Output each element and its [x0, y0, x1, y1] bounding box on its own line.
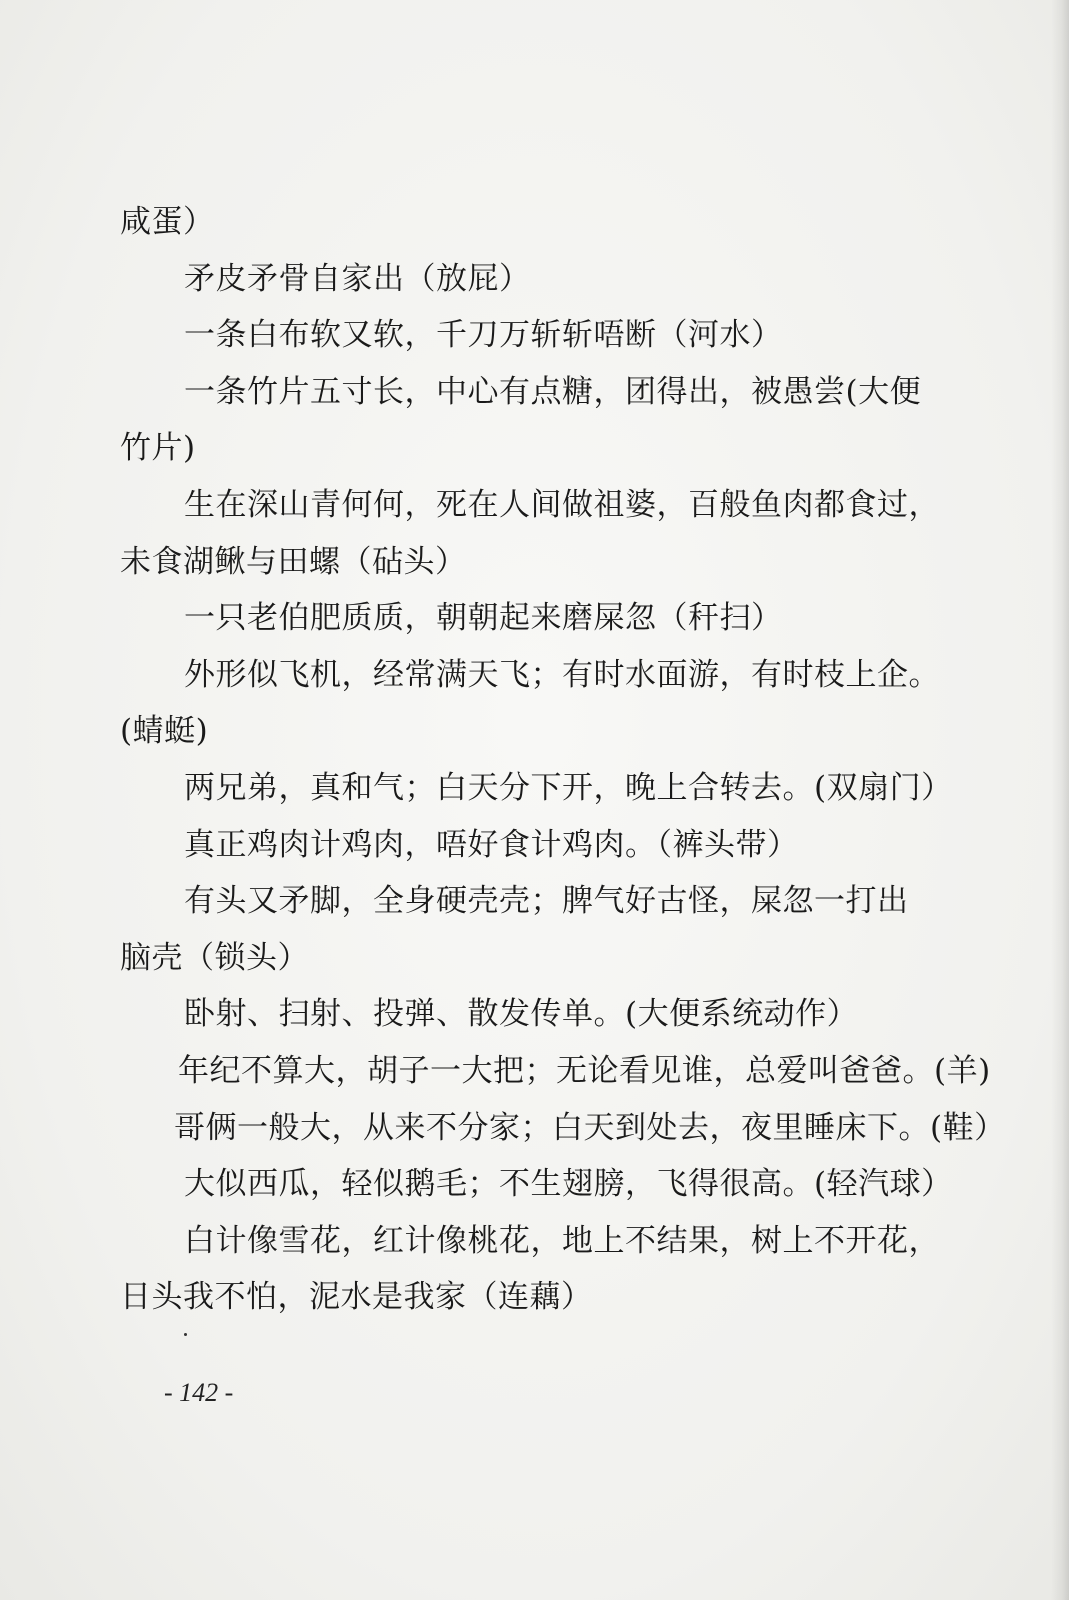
page-number: - 142 - [164, 1378, 234, 1407]
text-line: 矛皮矛骨自家出（放屁） [184, 260, 531, 297]
text-line: 竹片) [120, 430, 196, 467]
text-line: 一条竹片五寸长，中心有点糖，团得出，被愚尝(大便 [184, 373, 922, 410]
text-line: 生在深山青何何，死在人间做祖婆，百般鱼肉都食过， [184, 486, 940, 523]
text-line: 一条白布软又软，千刀万斩斩唔断（河水） [184, 317, 783, 354]
text-line: 两兄弟，真和气；白天分下开，晚上合转去。(双扇门） [184, 769, 953, 806]
text-line: 白计像雪花，红计像桃花，地上不结果，树上不开花， [184, 1222, 940, 1259]
page-edge-shadow [1051, 0, 1069, 1600]
text-line: 大似西瓜，轻似鹅毛；不生翅膀，飞得很高。(轻汽球） [184, 1166, 953, 1203]
text-line: 卧射、扫射、投弹、散发传单。(大便系统动作） [184, 996, 859, 1033]
ink-speck [184, 1333, 187, 1336]
riddle-text-block [120, 194, 1006, 1326]
text-line: (蜻蜓) [120, 713, 209, 750]
text-line: 脑壳（锁头） [120, 939, 309, 976]
text-line: 未食湖鳅与田螺（砧头） [120, 543, 467, 580]
text-line: 哥俩一般大，从来不分家；白天到处去，夜里睡床下。(鞋） [174, 1109, 1006, 1146]
text-line: 一只老伯肥质质，朝朝起来磨屎忽（秆扫） [184, 600, 783, 637]
text-line: 日头我不怕，泥水是我家（连藕） [120, 1279, 593, 1316]
text-line: 有头又矛脚，全身硬壳壳；脾气好古怪，屎忽一打出 [184, 883, 909, 920]
text-line: 外形似飞机，经常满天飞；有时水面游，有时枝上企。 [184, 656, 940, 693]
text-line: 咸蛋） [120, 204, 215, 240]
text-line: 真正鸡肉计鸡肉，唔好食计鸡肉。（裤头带） [184, 826, 799, 863]
text-line: 年纪不算大，胡子一大把；无论看见谁，总爱叫爸爸。(羊) [178, 1052, 991, 1089]
